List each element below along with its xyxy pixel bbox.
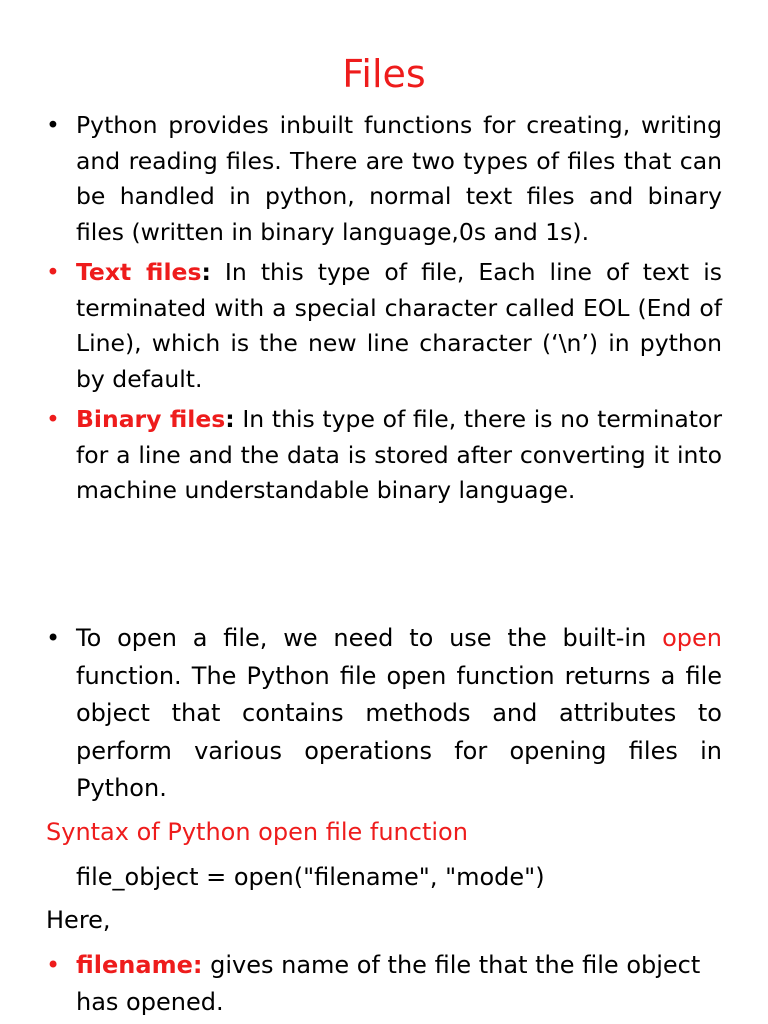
term-label: Text files <box>76 258 202 286</box>
bullet-icon: • <box>46 405 60 433</box>
bullet-text: gives name of the file that the file object has opened. <box>76 951 701 1016</box>
bullet-text: Python provides inbuilt functions for creating, writing and reading files. There are two types of files that can be handled in python, normal text files and binary files (written in binary language,0s and 1s). <box>76 111 722 246</box>
list-item <box>46 620 722 808</box>
bullet-icon: • <box>46 258 60 286</box>
syntax-heading: Syntax of Python open file function <box>46 818 468 846</box>
term-colon: : <box>225 405 235 433</box>
code-line: file_object = open("filename", "mode") <box>76 863 545 891</box>
bullet-icon: • <box>46 624 61 652</box>
bullet-icon: • <box>46 111 60 139</box>
page-title: Files <box>342 52 426 96</box>
term-label: Binary files <box>76 405 226 433</box>
bullet-text: To open a file, we need to use the built-in <box>76 624 663 652</box>
term-colon: : <box>201 258 211 286</box>
intro-bullet-list <box>46 108 722 514</box>
list-item <box>46 947 722 1021</box>
bullet-text: In this type of file, there is no terminator for a line and the data is stored after converting it into machine understandable binary language. <box>76 405 723 504</box>
param-bullet-list <box>46 947 722 1021</box>
open-keyword: open <box>662 624 722 652</box>
bullet-icon: • <box>46 951 61 979</box>
list-item <box>46 108 722 250</box>
bullet-text: In this type of file, Each line of text is terminated with a special character called EOL (End of Line), which is the new line character (‘\n’) in python by default. <box>76 258 722 393</box>
bullet-text-cont: function. The Python file open function returns a file object that contains methods and attributes to perform various operations for opening files in Python. <box>76 661 722 802</box>
param-label: filename: <box>76 951 203 979</box>
list-item <box>46 402 722 509</box>
here-text: Here, <box>46 906 111 934</box>
open-bullet-list <box>46 620 722 808</box>
list-item <box>46 255 722 397</box>
